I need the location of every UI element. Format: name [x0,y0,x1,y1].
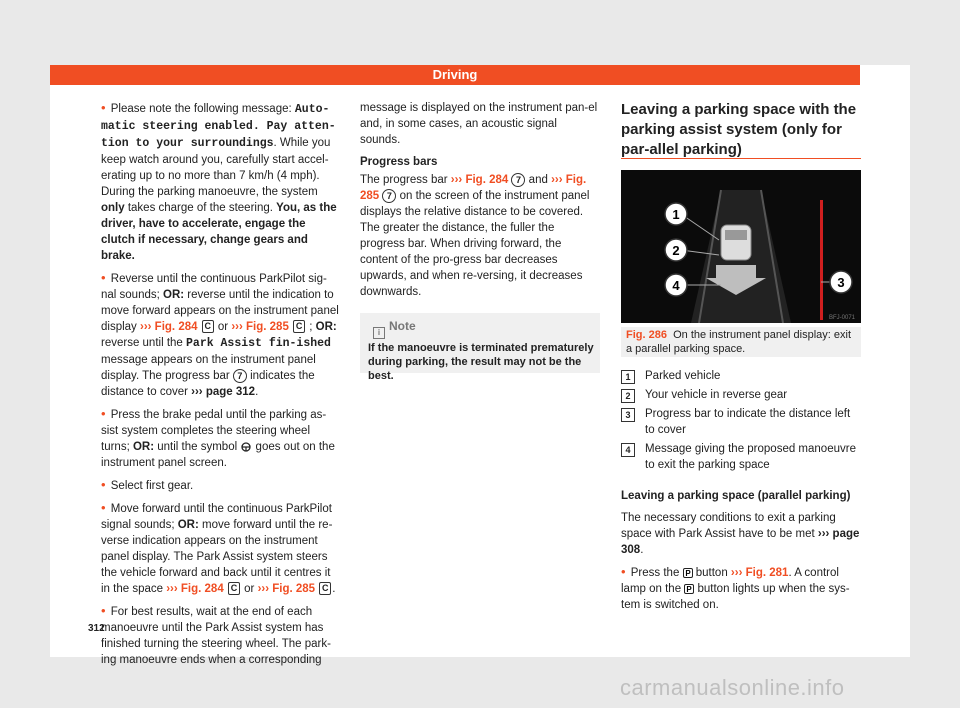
column-3-text [621,488,861,619]
seven-marker: 7 [382,189,396,203]
text: . While you keep watch around you, carefully start accel-erating up to no more than 7 km/h (4 mph). During the parking manoeuvre, the system [101,137,331,198]
bullet-dot: • [101,100,106,115]
bold-text: only [101,202,125,214]
seven-marker: 7 [511,173,525,187]
park-assist-button-icon [684,584,694,594]
legend-item [621,406,861,438]
figure-code: BFJ-0071 [828,315,855,321]
progress-bars-heading: Progress bars [360,156,438,168]
text: button lights up when the sys-tem is switched on. [621,583,850,611]
or-label: OR: [132,441,155,453]
park-assist-button-icon [683,568,693,578]
legend-text: Your vehicle in reverse gear [645,389,788,401]
column-1 [101,100,341,674]
text: Move forward until the continuous ParkPilot signal sounds; [101,503,332,531]
figure-caption-text: On the instrument panel display: exit a parallel parking space. [626,329,852,355]
c-marker: C [228,582,240,595]
text: Press the [630,567,683,579]
callout-4 [665,274,687,296]
callout-2 [665,239,687,261]
text: and [525,174,552,186]
bullet-1 [101,100,341,264]
text: takes charge of the steering. [124,202,277,214]
text: . [640,544,644,556]
mono-text: Auto-matic steering enabled. Pay atten-tion to your surroundings [101,103,336,150]
text: reverse until the indication to move forward appears on the instrument panel display [101,289,339,333]
legend-item [621,387,861,403]
svg-text:P: P [686,584,692,594]
bullet-2 [101,270,341,400]
heading-rule [621,158,861,159]
info-icon: i [373,327,385,339]
text: . [255,386,259,398]
text: indicates the distance to cover [101,370,315,398]
callout-3 [830,271,852,293]
legend-text: Progress bar to indicate the distance left to cover [645,408,851,436]
or-label: OR: [163,289,185,301]
legend-number: 1 [621,370,635,384]
bullet-dot: • [101,406,106,421]
svg-text:P: P [684,568,691,578]
c-marker: C [319,582,331,595]
bullet-4 [101,477,341,494]
bullet-5 [101,500,341,597]
text: reverse until the [101,337,187,349]
legend-number: 2 [621,389,635,403]
text: . A control lamp on the [621,567,839,595]
legend-text: Message giving the proposed manoeuvre to exit the parking space [645,443,856,471]
text: button [692,567,731,579]
fig-284-link[interactable]: ››› Fig. 284 [140,321,198,333]
text: The progress bar [360,174,451,186]
or-label: OR: [315,321,337,333]
text: Reverse until the continuous ParkPilot sig-nal sounds; [101,273,327,301]
watermark: carmanualsonline.info [620,675,845,700]
bullet-dot: • [101,270,106,285]
note-body: If the manoeuvre is terminated prematurely during parking, the result may not be the best. [368,342,594,382]
page-number: 312 [88,623,105,634]
fig-284-link[interactable]: ››› Fig. 284 [450,174,509,186]
column-2 [360,100,600,306]
callout-3-label: 3 [837,275,845,290]
callout-1-label: 1 [672,207,680,222]
text: until the symbol [154,441,241,453]
bullet-dot: • [101,500,106,515]
fig-285-link[interactable]: ››› Fig. 285 [231,321,289,333]
text: move forward until the re-verse indication appears on the instrument panel display. The Park Assist system steers the vehicle forward and back until it centres it in the space [101,519,333,595]
note-title: Note [389,319,416,333]
figure-caption [621,327,861,357]
legend-item [621,441,861,473]
callout-1 [665,203,687,225]
text: For best results, wait at the end of each manoeuvre until the Park Assist system has finished turning the steering wheel. The park-ing manoeuvre ends when a corresponding [101,606,331,666]
steering-symbol-icon [240,442,252,452]
legend-text: Parked vehicle [645,370,721,382]
c-marker: C [293,320,305,333]
fig-285-link[interactable]: ››› Fig. 285 [257,583,316,595]
legend-number: 3 [621,408,635,422]
text: Please note the following message: [110,103,295,115]
figure-label: Fig. 286 [626,329,667,341]
or-label: OR: [177,519,199,531]
figure-286 [621,170,861,323]
mono-text: Park Assist fin-ished [186,337,331,350]
paragraph: message is displayed on the instrument pan-el and, in some cases, an acoustic signal sounds. [360,102,598,146]
legend-number: 4 [621,443,635,457]
bullet-item [621,564,861,613]
text: or [240,583,258,595]
bullet-6 [101,603,341,668]
callout-2-label: 2 [672,243,680,258]
paragraph [621,510,861,558]
bullet-dot: • [101,603,106,618]
seven-marker: 7 [233,369,247,383]
page-header [50,65,860,85]
text: or [214,321,232,333]
callout-4-label: 4 [672,278,680,293]
text: Press the brake pedal until the parking as-sist system completes the steering wheel turns; [101,409,327,453]
fig-284-link[interactable]: ››› Fig. 284 [166,583,224,595]
subheading: Leaving a parking space (parallel parking) [621,490,851,502]
fig-281-link[interactable]: ››› Fig. 281 [730,567,789,579]
page-308-link[interactable]: ››› page 308 [621,528,860,556]
note-heading [373,319,416,337]
c-marker: C [202,320,214,333]
text: The necessary conditions to exit a parking space with Park Assist have to be met [621,512,836,540]
note-box [360,313,600,382]
text: message appears on the instrument panel display. The progress bar [101,354,316,382]
header-title: Driving [432,67,478,82]
text: Select first gear. [110,480,194,492]
fig-285-link[interactable]: ››› Fig. 285 [360,174,587,202]
bullet-3 [101,406,341,471]
page-312-link[interactable]: ››› page 312 [191,386,256,398]
legend-item [621,368,861,384]
bullet-dot: • [621,564,626,579]
section-heading: Leaving a parking space with the parking assist system (only for par-allel parking) [621,101,857,158]
figure-legend [621,368,861,476]
text: . [332,583,336,595]
paragraph [360,172,600,300]
text: on the screen of the instrument panel displays the relative distance to be covered. The greater the distance, the fuller the progress bar. When driving forward, the content of the pro-gress bar decreases upwards, and when re-versing, it decreases downwards. [360,190,590,298]
parking-display-illustration [621,170,861,323]
text: ; [306,321,316,333]
bold-text: You, as the driver, have to accelerate, engage the clutch if necessary, change gears and brake. [101,202,337,262]
text: goes out on the instrument panel screen. [101,441,335,469]
bullet-dot: • [101,477,106,492]
